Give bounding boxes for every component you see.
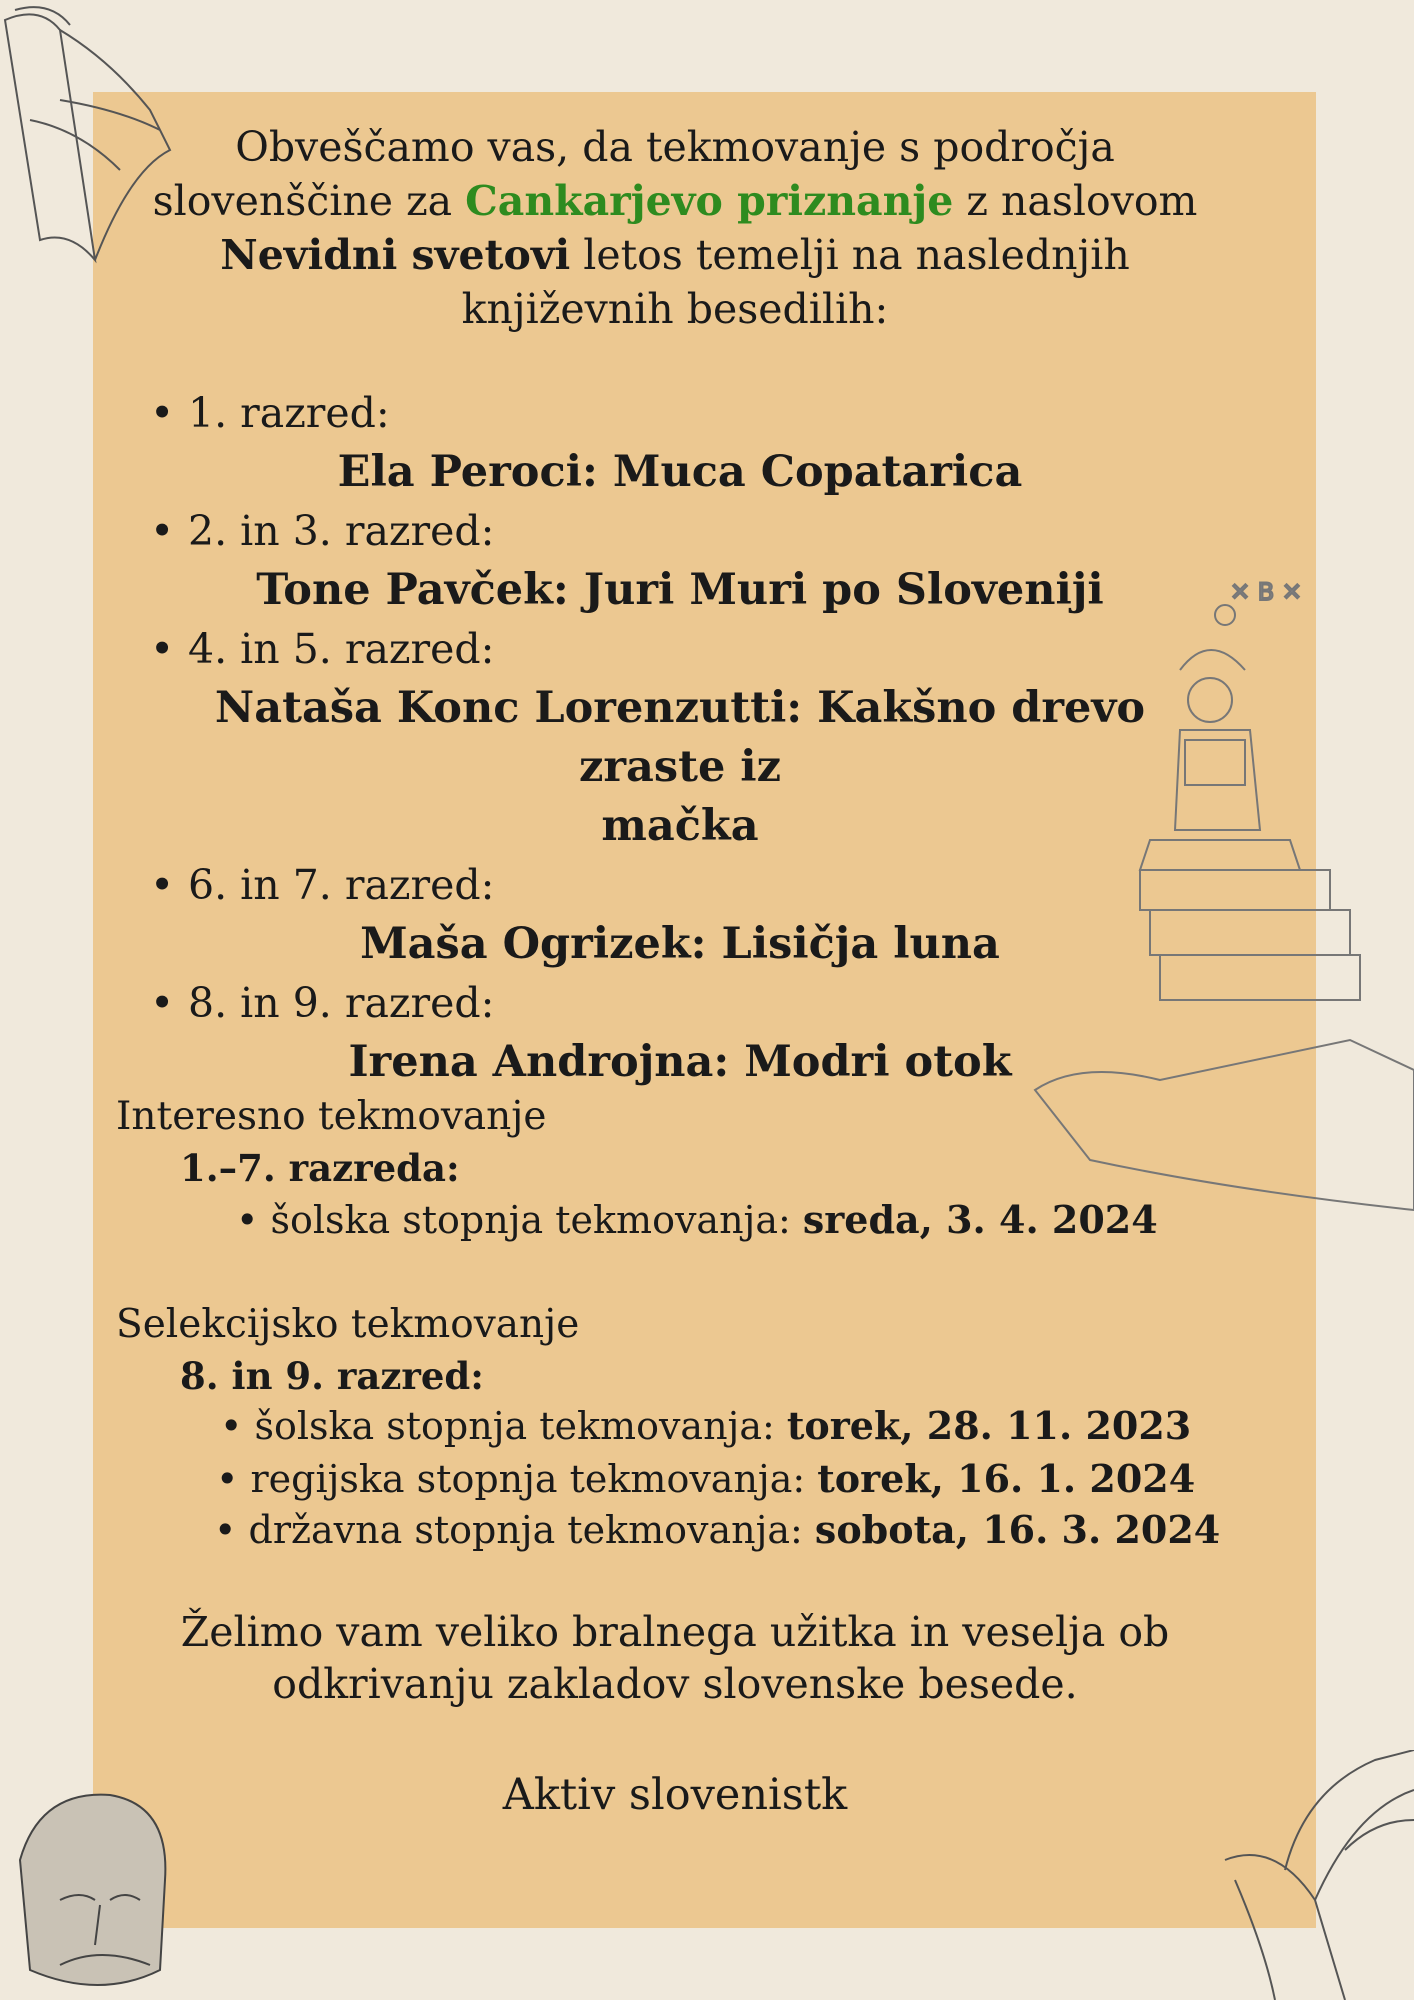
intro-text: slovenščine za	[152, 177, 466, 225]
bullet: •	[150, 625, 175, 673]
bullet: •	[150, 861, 175, 909]
theme-title: Nevidni svetovi	[220, 231, 571, 279]
selection-item	[216, 1454, 1195, 1504]
item-label: • regijska stopnja tekmovanja:	[216, 1457, 818, 1501]
grade-label: 4. in 5. razred:	[188, 625, 495, 673]
grade-label-row	[150, 974, 1210, 1033]
grade-label: 1. razred:	[188, 389, 390, 437]
intro-line	[150, 228, 1200, 282]
closing-line: Želimo vam veliko bralnega užitka in veselja ob	[180, 1608, 1170, 1656]
intro-text: letos temelji na naslednjih	[570, 231, 1130, 279]
grade-label: 8. in 9. razred:	[188, 979, 495, 1027]
grade-label-row	[150, 856, 1210, 915]
grade-label: 2. in 3. razred:	[188, 507, 495, 555]
interest-heading: Interesno tekmovanje	[116, 1094, 547, 1139]
book-title: Tone Pavček: Juri Muri po Sloveniji	[256, 565, 1104, 615]
item-label: • državna stopnja tekmovanja:	[214, 1508, 815, 1552]
grade-list	[150, 384, 1210, 1092]
open-book-icon	[1215, 1750, 1414, 2000]
closing-paragraph	[150, 1606, 1200, 1710]
interest-subheading: 1.–7. razreda:	[180, 1146, 460, 1190]
item-date: sreda, 3. 4. 2024	[802, 1197, 1158, 1242]
intro-line: Obveščamo vas, da tekmovanje s področja	[235, 123, 1115, 171]
selection-heading: Selekcijsko tekmovanje	[116, 1302, 580, 1347]
item-label: • šolska stopnja tekmovanja:	[220, 1404, 787, 1448]
grade-label-row	[150, 502, 1210, 561]
selection-item	[214, 1505, 1220, 1555]
book-title: Maša Ogrizek: Lisičja luna	[360, 919, 1000, 969]
selection-subheading: 8. in 9. razred:	[180, 1354, 484, 1398]
intro-line: književnih besedilih:	[461, 285, 889, 333]
grade-label-row	[150, 620, 1210, 679]
item-date: sobota, 16. 3. 2024	[814, 1507, 1221, 1552]
interest-item	[236, 1195, 1158, 1245]
grade-label: 6. in 7. razred:	[188, 861, 495, 909]
svg-text:✕ B ✕: ✕ B ✕	[1230, 578, 1302, 606]
bullet: •	[150, 507, 175, 555]
intro-line	[150, 174, 1200, 228]
bullet: •	[150, 389, 175, 437]
intro-paragraph	[150, 120, 1200, 336]
item-date: torek, 16. 1. 2024	[817, 1456, 1196, 1501]
book-title: Ela Peroci: Muca Copatarica	[337, 447, 1023, 497]
book-title: Irena Androjna: Modri otok	[348, 1037, 1012, 1087]
item-label: • šolska stopnja tekmovanja:	[236, 1198, 803, 1242]
item-date: torek, 28. 11. 2023	[786, 1403, 1192, 1448]
grade-label-row	[150, 384, 1210, 443]
selection-item	[220, 1401, 1191, 1451]
intro-text: z naslovom	[953, 177, 1198, 225]
signature: Aktiv slovenistk	[502, 1770, 848, 1820]
competition-name: Cankarjevo priznanje	[465, 177, 954, 225]
bullet: •	[150, 979, 175, 1027]
closing-line: odkrivanju zakladov slovenske besede.	[272, 1660, 1078, 1708]
book-title-continued: mačka	[601, 801, 759, 851]
book-title: Nataša Konc Lorenzutti: Kakšno drevo zraste iz	[214, 683, 1146, 792]
